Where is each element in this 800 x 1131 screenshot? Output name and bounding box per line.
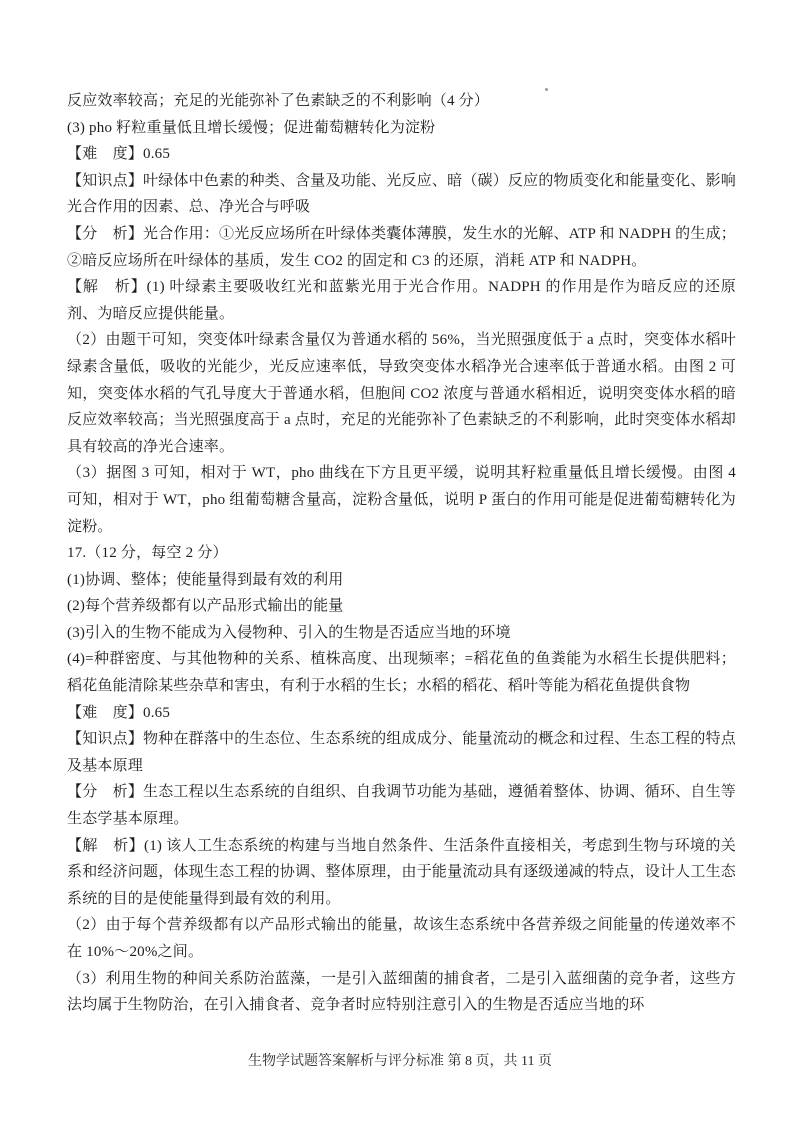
paragraph: 【知识点】叶绿体中色素的种类、含量及功能、光反应、暗（碳）反应的物质变化和能量变化、影响光合作用的因素、总、净光合与呼吸 (67, 172, 736, 216)
paragraph: 【知识点】物种在群落中的生态位、生态系统的组成成分、能量流动的概念和过程、生态工程的特点及基本原理 (67, 731, 736, 774)
paragraph: (3) pho 籽粒重量低且增长缓慢；促进葡萄糖转化为淀粉 (67, 119, 436, 136)
paragraph: 【分 析】生态工程以生态系统的自组织、自我调节功能为基础，遵循着整体、协调、循环、自生等生态学基本原理。 (67, 784, 736, 828)
paragraph: (3)引入的生物不能成为入侵物种、引入的生物是否适应当地的环境 (67, 624, 511, 641)
paragraph: 【分 析】光合作用：①光反应场所在叶绿体类囊体薄膜，发生水的光解、ATP 和 NADPH 的生成；②暗反应场所在叶绿体的基质，发生 CO2 的固定和 C3 的还原，消耗 ATP 和 NADPH。 (67, 225, 736, 269)
page-footer: 生物学试题答案解析与评分标准 第 8 页，共 11 页 (248, 1054, 552, 1069)
paragraph: （3）利用生物的种间关系防治蓝藻，一是引入蓝细菌的捕食者，二是引入蓝细菌的竞争者，这些方法均属于生物防治，在引入捕食者、竞争者时应特别注意引入的生物是否适应当地的环 (67, 970, 736, 1014)
document-body (67, 88, 736, 1019)
paragraph: (1)协调、整体；使能量得到最有效的利用 (67, 571, 344, 588)
paragraph: 【解 析】(1) 该人工生态系统的构建与当地自然条件、生活条件直接相关，考虑到生物与环境的关系和经济问题，体现生态工程的协调、整体原理，由于能量流动具有逐级递减的特点，设计人工生态系统的目的是使能量得到最有效的利用。 (67, 837, 736, 907)
paragraph: （2）由题干可知，突变体叶绿素含量仅为普通水稻的 56%，当光照强度低于 a 点时，突变体水稻叶绿素含量低，吸收的光能少，光反应速率低，导致突变体水稻净光合速率低于普通水稻。由图 2 可知，突变体水稻的气孔导度大于普通水稻，但胞间 CO2 浓度与普通水稻相近，说明突变体水稻的暗反应效率较高；当光照强度高于 a 点时，充足的光能弥补了色素缺乏的不利影响，此时突变体水稻却具有较高的净光合速率。 (67, 332, 736, 455)
paragraph: (2)每个营养级都有以产品形式输出的能量 (67, 598, 344, 615)
paragraph: （2）由于每个营养级都有以产品形式输出的能量，故该生态系统中各营养级之间能量的传递效率不在 10%～20%之间。 (67, 917, 736, 960)
paragraph: 【难 度】0.65 (67, 146, 171, 163)
paragraph: (4)=种群密度、与其他物种的关系、植株高度、出现频率；=稻花鱼的鱼粪能为水稻生长提供肥料；稻花鱼能清除某些杂草和害虫，有利于水稻的生长；水稻的稻花、稻叶等能为稻花鱼提供食物 (67, 651, 736, 695)
paragraph: 【难 度】0.65 (67, 704, 171, 721)
paragraph: （3）据图 3 可知，相对于 WT，pho 曲线在下方且更平缓，说明其籽粒重量低且增长缓慢。由图 4 可知，相对于 WT，pho 组葡萄糖含量高，淀粉含量低，说明 P 蛋白的作用可能是促进葡萄糖转化为淀粉。 (67, 465, 736, 535)
paragraph: 17.（12 分，每空 2 分） (67, 545, 228, 562)
paragraph: 【解 析】(1) 叶绿素主要吸收红光和蓝紫光用于光合作用。NADPH 的作用是作为暗反应的还原剂、为暗反应提供能量。 (67, 279, 736, 322)
paragraph: 反应效率较高；充足的光能弥补了色素缺乏的不利影响（4 分） (67, 93, 490, 109)
